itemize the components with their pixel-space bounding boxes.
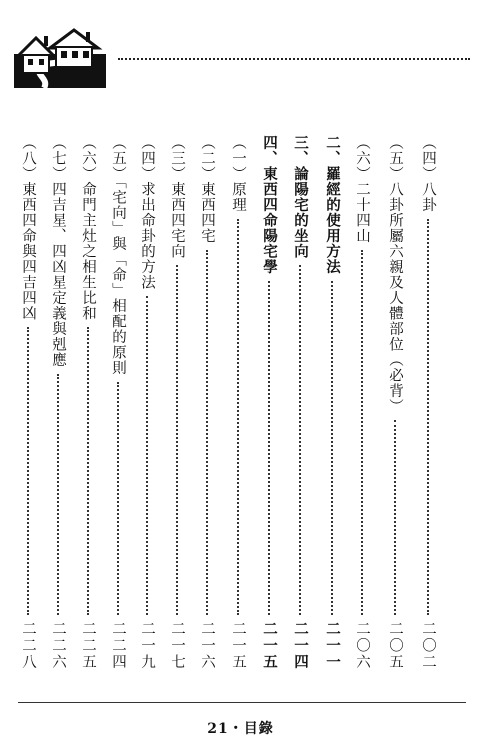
toc-entry-page: 二〇六 bbox=[354, 620, 370, 670]
dot-leader bbox=[117, 382, 119, 615]
dot-leader bbox=[27, 327, 29, 615]
toc-entry-title: （四）求出命卦的方法 bbox=[139, 135, 155, 290]
toc-entry-page: 二一九 bbox=[139, 620, 155, 670]
toc-entry bbox=[289, 135, 311, 670]
toc-entry-title: （一）原理 bbox=[230, 135, 246, 213]
toc-entry-title: 三、論陽宅的坐向 bbox=[292, 135, 309, 259]
toc-entry-title: （四）八卦 bbox=[420, 135, 436, 213]
toc-entry-title: （二）東西四宅 bbox=[199, 135, 215, 244]
dot-leader bbox=[331, 281, 333, 615]
toc-entry-page: 二二八 bbox=[20, 620, 36, 670]
toc-entry bbox=[136, 135, 158, 670]
toc-entry bbox=[166, 135, 188, 670]
dot-leader bbox=[87, 327, 89, 615]
toc-entry bbox=[47, 135, 69, 670]
footer-rule bbox=[18, 702, 466, 703]
dot-leader bbox=[299, 265, 301, 615]
toc-entry-title: 二、羅經的使用方法 bbox=[324, 135, 341, 275]
dot-leader bbox=[427, 219, 429, 615]
page-footer-label: 21・目錄 bbox=[207, 721, 274, 737]
toc-entry-page: 二二六 bbox=[50, 620, 66, 670]
toc-entry-title: （五）八卦所屬六親及人體部位（必背） bbox=[387, 135, 403, 414]
toc-entry-page: 二一四 bbox=[292, 620, 309, 670]
dot-leader bbox=[361, 250, 363, 615]
toc-entry bbox=[384, 135, 406, 670]
toc-entry-title: （六）命門主灶之相生比和 bbox=[80, 135, 96, 321]
toc-entry bbox=[196, 135, 218, 670]
toc-entry-page: 二二四 bbox=[110, 620, 126, 670]
toc-entry-page: 二〇五 bbox=[387, 620, 403, 670]
toc-entry bbox=[258, 135, 280, 670]
dot-leader bbox=[206, 250, 208, 615]
toc-entry-title: （六）二十四山 bbox=[354, 135, 370, 244]
toc-entry-title: （三）東西四宅向 bbox=[169, 135, 185, 259]
toc-entry-page: 二一六 bbox=[199, 620, 215, 670]
toc-entry bbox=[417, 135, 439, 670]
dot-leader bbox=[176, 265, 178, 615]
toc-entry-title: 四、東西四命陽宅學 bbox=[261, 135, 278, 275]
toc-entry-page: 二一五 bbox=[230, 620, 246, 670]
toc-entry bbox=[321, 135, 343, 670]
dot-leader bbox=[394, 420, 396, 615]
toc-entry-title: （七）四吉星、四凶星定義與剋應 bbox=[50, 135, 66, 368]
dot-leader bbox=[268, 281, 270, 615]
toc-entry bbox=[77, 135, 99, 670]
dot-leader bbox=[146, 296, 148, 615]
toc-entry-page: 二〇二 bbox=[420, 620, 436, 670]
toc-entry bbox=[227, 135, 249, 670]
dot-leader bbox=[237, 219, 239, 615]
toc-entry-page: 二一七 bbox=[169, 620, 185, 670]
toc-entry-page: 二一五 bbox=[261, 620, 278, 670]
toc-entry bbox=[17, 135, 39, 670]
toc-entry-page: 二二五 bbox=[80, 620, 96, 670]
toc-entry-title: （八）東西四命與四吉四凶 bbox=[20, 135, 36, 321]
toc-entry-page: 二一一 bbox=[324, 620, 341, 670]
toc-entry bbox=[107, 135, 129, 670]
toc-entry-title: （五）「宅向」與「命」相配的原則 bbox=[110, 135, 126, 376]
dot-leader bbox=[57, 374, 59, 615]
toc-entry bbox=[351, 135, 373, 670]
